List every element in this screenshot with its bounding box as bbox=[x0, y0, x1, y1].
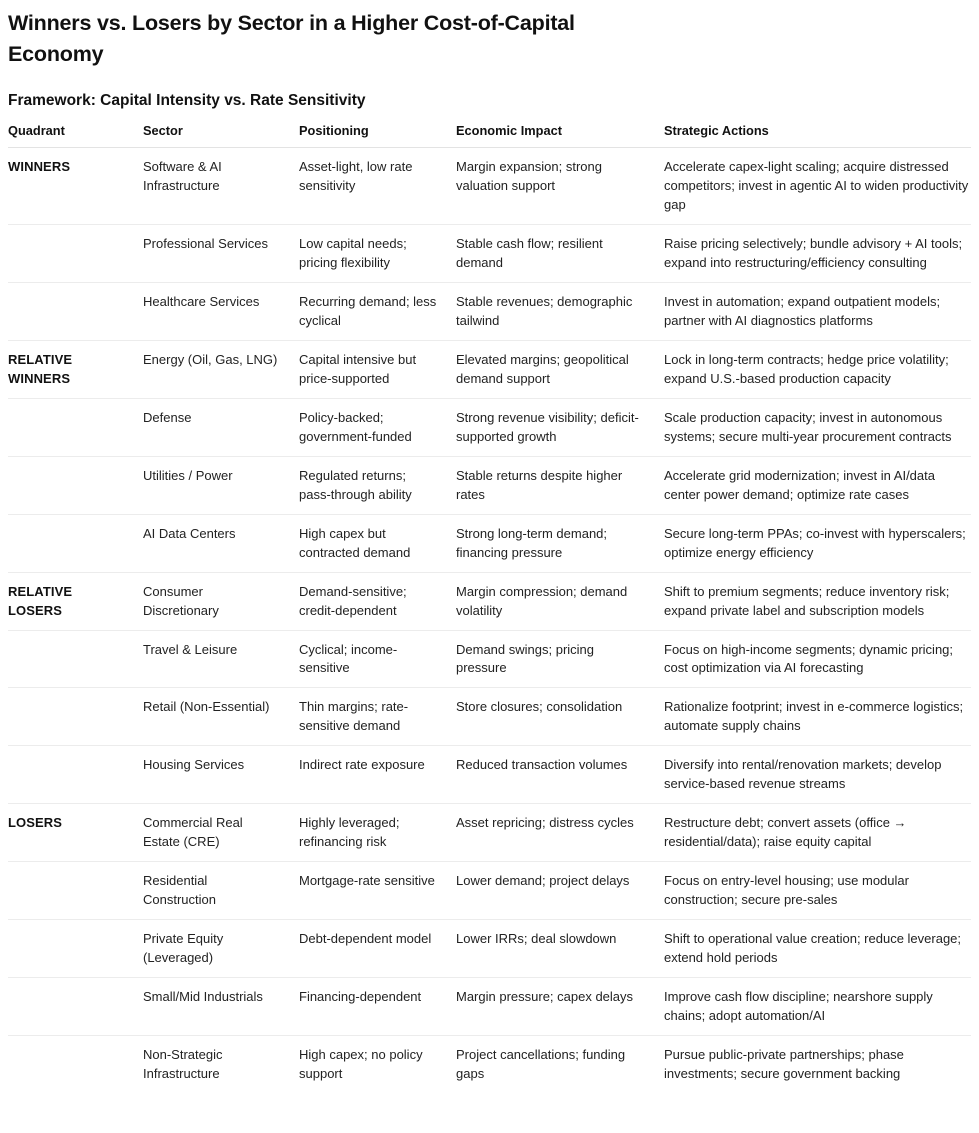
cell-strategic-actions: Accelerate capex-light scaling; acquire distressed competitors; invest in agentic AI to widen productivity gap bbox=[664, 159, 969, 212]
cell-strategic-actions: Shift to premium segments; reduce inventory risk; expand private label and subscription models bbox=[664, 572, 971, 630]
cell-economic-impact: Elevated margins; geopolitical demand support bbox=[456, 340, 664, 398]
cell-quadrant bbox=[8, 282, 143, 340]
cell-sector: Retail (Non-Essential) bbox=[143, 688, 299, 746]
cell-quadrant bbox=[8, 514, 143, 572]
cell-economic-impact: Strong long-term demand; financing pressure bbox=[456, 514, 664, 572]
cell-strategic-actions: Restructure debt; convert assets (office → residential/data); raise equity capital bbox=[664, 804, 971, 862]
cell-economic-impact: Asset repricing; distress cycles bbox=[456, 804, 664, 862]
cell-positioning: Thin margins; rate-sensitive demand bbox=[299, 688, 456, 746]
cell-strategic-actions: Diversify into rental/renovation markets; develop service-based revenue streams bbox=[664, 746, 971, 804]
table-body bbox=[8, 148, 971, 1093]
cell-strategic-actions: Raise pricing selectively; bundle advisory + AI tools; expand into restructuring/efficiency consulting bbox=[664, 224, 971, 282]
cell-sector: AI Data Centers bbox=[143, 514, 299, 572]
table-row bbox=[8, 282, 971, 340]
cell-sector: Non-Strategic Infrastructure bbox=[143, 1036, 299, 1093]
cell-positioning: Regulated returns; pass-through ability bbox=[299, 456, 456, 514]
cell-sector: Private Equity (Leveraged) bbox=[143, 920, 299, 978]
table-row bbox=[8, 514, 971, 572]
cell-sector: Commercial Real Estate (CRE) bbox=[143, 804, 299, 862]
cell-economic-impact: Project cancellations; funding gaps bbox=[456, 1036, 664, 1093]
column-header-quadrant: Quadrant bbox=[8, 119, 143, 148]
cell-sector: Residential Construction bbox=[143, 862, 299, 920]
cell-sector: Healthcare Services bbox=[143, 282, 299, 340]
cell-sector: Energy (Oil, Gas, LNG) bbox=[143, 340, 299, 398]
cell-sector: Travel & Leisure bbox=[143, 630, 299, 688]
cell-strategic-actions: Accelerate grid modernization; invest in AI/data center power demand; optimize rate cases bbox=[664, 456, 971, 514]
cell-economic-impact: Margin compression; demand volatility bbox=[456, 572, 664, 630]
table-row bbox=[8, 746, 971, 804]
cell-economic-impact: Lower IRRs; deal slowdown bbox=[456, 920, 664, 978]
cell-positioning: High capex; no policy support bbox=[299, 1036, 456, 1093]
table-row bbox=[8, 224, 971, 282]
cell-positioning: Financing-dependent bbox=[299, 978, 456, 1036]
table-row bbox=[8, 688, 971, 746]
cell-strategic-actions: Scale production capacity; invest in autonomous systems; secure multi-year procurement contracts bbox=[664, 398, 971, 456]
table-row bbox=[8, 920, 971, 978]
column-header-economic-impact: Economic Impact bbox=[456, 119, 664, 148]
cell-quadrant bbox=[8, 978, 143, 1036]
table-row bbox=[8, 456, 971, 514]
table-row bbox=[8, 1036, 971, 1093]
framework-subtitle: Framework: Capital Intensity vs. Rate Sensitivity bbox=[8, 92, 366, 110]
cell-strategic-actions: Pursue public-private partnerships; phase investments; secure government backing bbox=[664, 1036, 971, 1093]
cell-quadrant: RELATIVE LOSERS bbox=[8, 572, 143, 630]
cell-economic-impact: Lower demand; project delays bbox=[456, 862, 664, 920]
cell-sector: Housing Services bbox=[143, 746, 299, 804]
cell-economic-impact: Stable cash flow; resilient demand bbox=[456, 224, 664, 282]
cell-positioning: Indirect rate exposure bbox=[299, 746, 456, 804]
cell-positioning: Cyclical; income-sensitive bbox=[299, 630, 456, 688]
cell-quadrant bbox=[8, 630, 143, 688]
cell-positioning: Demand-sensitive; credit-dependent bbox=[299, 572, 456, 630]
cell-sector: Defense bbox=[143, 398, 299, 456]
cell-economic-impact: Stable returns despite higher rates bbox=[456, 456, 664, 514]
table-row bbox=[8, 862, 971, 920]
cell-quadrant bbox=[8, 920, 143, 978]
cell-economic-impact: Margin pressure; capex delays bbox=[456, 978, 664, 1036]
cell-quadrant bbox=[8, 746, 143, 804]
cell-quadrant bbox=[8, 224, 143, 282]
cell-quadrant bbox=[8, 862, 143, 920]
table-row bbox=[8, 978, 971, 1036]
table-row bbox=[8, 398, 971, 456]
table-row bbox=[8, 630, 971, 688]
cell-economic-impact: Store closures; consolidation bbox=[456, 688, 664, 746]
cell-economic-impact: Demand swings; pricing pressure bbox=[456, 630, 664, 688]
cell-positioning: Highly leveraged; refinancing risk bbox=[299, 804, 456, 862]
cell-positioning: High capex but contracted demand bbox=[299, 514, 456, 572]
cell-strategic-actions: Focus on high-income segments; dynamic pricing; cost optimization via AI forecasting bbox=[664, 630, 971, 688]
cell-quadrant: RELATIVE WINNERS bbox=[8, 340, 143, 398]
cell-positioning: Mortgage-rate sensitive bbox=[299, 862, 456, 920]
cell-quadrant bbox=[8, 456, 143, 514]
cell-quadrant bbox=[8, 688, 143, 746]
cell-economic-impact: Margin expansion; strong valuation support bbox=[456, 159, 602, 193]
cell-sector: Consumer Discretionary bbox=[143, 572, 299, 630]
cell-economic-impact: Reduced transaction volumes bbox=[456, 746, 664, 804]
cell-sector: Small/Mid Industrials bbox=[143, 978, 299, 1036]
cell-strategic-actions: Invest in automation; expand outpatient models; partner with AI diagnostics platforms bbox=[664, 282, 971, 340]
cell-quadrant bbox=[8, 398, 143, 456]
cell-strategic-actions: Rationalize footprint; invest in e-commerce logistics; automate supply chains bbox=[664, 688, 971, 746]
column-header-positioning: Positioning bbox=[299, 119, 456, 148]
cell-positioning: Policy-backed; government-funded bbox=[299, 398, 456, 456]
page-title: Winners vs. Losers by Sector in a Higher Cost-of-Capital Economy bbox=[8, 11, 575, 66]
cell-sector: Software & AI Infrastructure bbox=[143, 159, 222, 193]
cell-quadrant bbox=[8, 1036, 143, 1093]
cell-positioning: Asset-light, low rate sensitivity bbox=[299, 159, 413, 193]
cell-quadrant: LOSERS bbox=[8, 804, 143, 862]
column-header-strategic-actions: Strategic Actions bbox=[664, 119, 971, 148]
table-header-row bbox=[8, 119, 971, 148]
table-row bbox=[8, 804, 971, 862]
cell-positioning: Recurring demand; less cyclical bbox=[299, 282, 456, 340]
table-row bbox=[8, 148, 971, 225]
cell-strategic-actions: Improve cash flow discipline; nearshore supply chains; adopt automation/AI bbox=[664, 978, 971, 1036]
table-row bbox=[8, 340, 971, 398]
column-header-sector: Sector bbox=[143, 119, 299, 148]
cell-positioning: Low capital needs; pricing flexibility bbox=[299, 224, 456, 282]
cell-economic-impact: Stable revenues; demographic tailwind bbox=[456, 282, 664, 340]
cell-strategic-actions: Lock in long-term contracts; hedge price volatility; expand U.S.-based production capacity bbox=[664, 340, 971, 398]
cell-strategic-actions: Secure long-term PPAs; co-invest with hyperscalers; optimize energy efficiency bbox=[664, 514, 971, 572]
cell-positioning: Debt-dependent model bbox=[299, 920, 456, 978]
table-row bbox=[8, 572, 971, 630]
sector-framework-table bbox=[8, 119, 971, 1093]
cell-economic-impact: Strong revenue visibility; deficit-supported growth bbox=[456, 398, 664, 456]
cell-positioning: Capital intensive but price-supported bbox=[299, 340, 456, 398]
cell-quadrant: WINNERS bbox=[8, 159, 71, 175]
cell-strategic-actions: Shift to operational value creation; reduce leverage; extend hold periods bbox=[664, 920, 971, 978]
cell-sector: Utilities / Power bbox=[143, 456, 299, 514]
cell-sector: Professional Services bbox=[143, 224, 299, 282]
cell-strategic-actions: Focus on entry-level housing; use modular construction; secure pre-sales bbox=[664, 862, 971, 920]
